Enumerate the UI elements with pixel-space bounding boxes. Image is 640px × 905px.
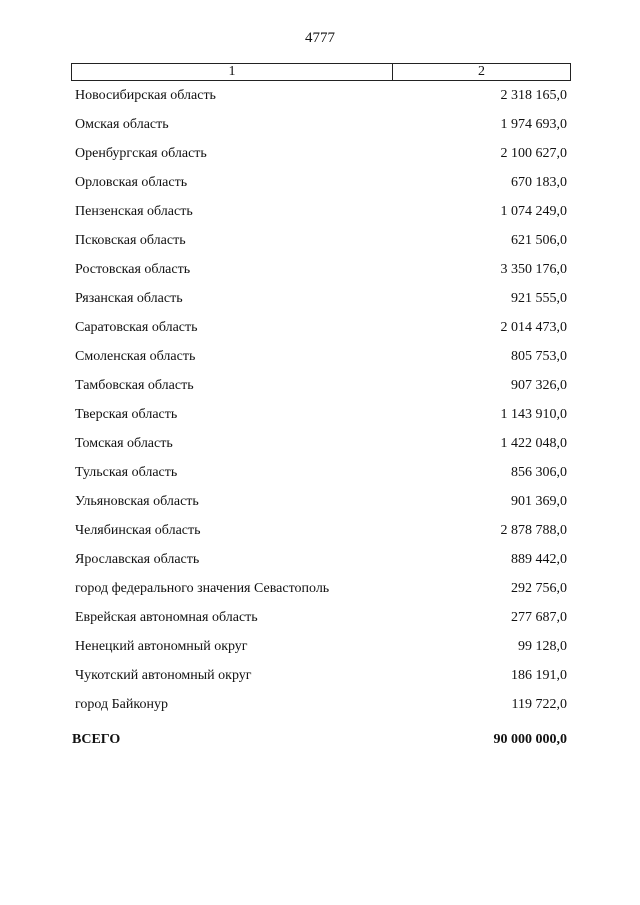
region-value: 3 350 176,0 xyxy=(500,262,567,277)
region-value: 1 074 249,0 xyxy=(500,204,567,219)
region-value: 901 369,0 xyxy=(511,494,567,509)
region-value: 805 753,0 xyxy=(511,349,567,364)
region-name: Ненецкий автономный округ xyxy=(75,639,248,654)
region-name: город Байконур xyxy=(75,697,168,712)
region-name: Рязанская область xyxy=(75,291,183,306)
table-row xyxy=(75,492,567,512)
table-row xyxy=(75,521,567,541)
region-name: Омская область xyxy=(75,117,169,132)
header-column-2: 2 xyxy=(478,64,485,79)
region-name: Новосибирская область xyxy=(75,88,216,103)
region-value: 1 974 693,0 xyxy=(500,117,567,132)
table-row xyxy=(75,231,567,251)
region-name: Чукотский автономный округ xyxy=(75,668,252,683)
table-row xyxy=(75,347,567,367)
region-value: 2 318 165,0 xyxy=(500,88,567,103)
table-row xyxy=(75,318,567,338)
region-name: Еврейская автономная область xyxy=(75,610,258,625)
total-label: ВСЕГО xyxy=(72,732,121,747)
table-row xyxy=(75,144,567,164)
region-value: 119 722,0 xyxy=(511,697,567,712)
total-value: 90 000 000,0 xyxy=(493,732,567,747)
region-value: 621 506,0 xyxy=(511,233,567,248)
region-name: Тамбовская область xyxy=(75,378,194,393)
region-value: 277 687,0 xyxy=(511,610,567,625)
table-row xyxy=(75,463,567,483)
table-row xyxy=(75,666,567,686)
region-name: Ярославская область xyxy=(75,552,200,567)
table-row xyxy=(75,260,567,280)
table-row xyxy=(75,86,567,106)
region-value: 186 191,0 xyxy=(511,668,567,683)
table-row xyxy=(75,695,567,715)
header-column-1: 1 xyxy=(72,64,393,80)
region-name: Ростовская область xyxy=(75,262,191,277)
region-name: Томская область xyxy=(75,436,173,451)
region-value: 2 100 627,0 xyxy=(500,146,567,161)
region-value: 99 128,0 xyxy=(518,639,567,654)
table-row xyxy=(75,173,567,193)
region-name: Саратовская область xyxy=(75,320,198,335)
table-row xyxy=(75,550,567,570)
table-row xyxy=(75,637,567,657)
region-name: город федерального значения Севастополь xyxy=(75,581,330,596)
table-row xyxy=(75,202,567,222)
region-name: Оренбургская область xyxy=(75,146,207,161)
table-row xyxy=(75,115,567,135)
table-row xyxy=(75,434,567,454)
total-row xyxy=(72,730,567,750)
region-name: Тульская область xyxy=(75,465,178,480)
region-value: 2 014 473,0 xyxy=(500,320,567,335)
table-row xyxy=(75,608,567,628)
region-name: Псковская область xyxy=(75,233,186,248)
region-value: 1 143 910,0 xyxy=(500,407,567,422)
region-name: Тверская область xyxy=(75,407,178,422)
region-value: 907 326,0 xyxy=(511,378,567,393)
region-name: Челябинская область xyxy=(75,523,201,538)
region-value: 889 442,0 xyxy=(511,552,567,567)
table-row xyxy=(75,289,567,309)
table-row xyxy=(75,579,567,599)
region-value: 2 878 788,0 xyxy=(500,523,567,538)
page-number: 4777 xyxy=(305,30,335,46)
region-value: 856 306,0 xyxy=(511,465,567,480)
table-row xyxy=(75,405,567,425)
region-name: Орловская область xyxy=(75,175,188,190)
region-name: Пензенская область xyxy=(75,204,193,219)
table-header xyxy=(71,63,571,81)
region-value: 292 756,0 xyxy=(511,581,567,596)
region-value: 1 422 048,0 xyxy=(500,436,567,451)
region-value: 921 555,0 xyxy=(511,291,567,306)
region-name: Смоленская область xyxy=(75,349,196,364)
table-row xyxy=(75,376,567,396)
region-name: Ульяновская область xyxy=(75,494,199,509)
region-value: 670 183,0 xyxy=(511,175,567,190)
